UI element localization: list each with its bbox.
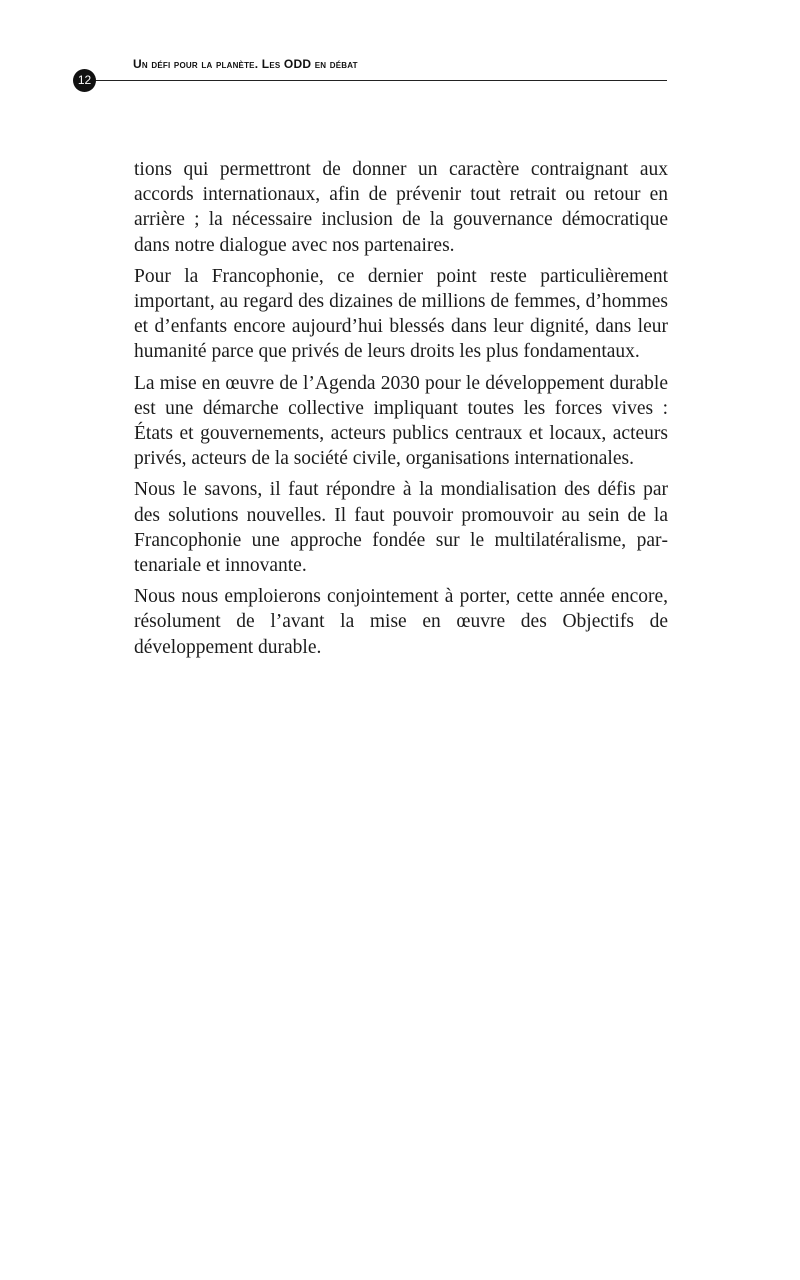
header-rule (86, 80, 667, 81)
page-number-badge: 12 (73, 69, 96, 92)
paragraph: La mise en œuvre de l’Agenda 2030 pour le développement durable est une démarche collective impliquant toutes les forces vives : États et gouvernements, acteurs publics centraux et locaux, acteurs privés, acteurs de la société civile, organisations internationales. (134, 372, 668, 470)
paragraph: Nous nous emploierons conjointement à porter, cette année encore, résolument de l’avant la mise en œuvre des Objectifs de développement durable. (134, 586, 668, 658)
body-text (134, 157, 668, 666)
paragraph: Pour la Francophonie, ce dernier point reste particulièrement important, au regard des dizaines de millions de femmes, d’hommes et d’enfants encore aujourd’hui blessés dans leur dignité, dans leur humanité parce que privés de leurs droits les plus fondamentaux. (134, 265, 668, 363)
running-head-title: Un défi pour la planète. Les ODD en débat (133, 57, 358, 71)
paragraph: Nous le savons, il faut répondre à la mondialisation des défis par des solutions nouvelles. Il faut pouvoir promouvoir au sein de la Francophonie une approche fondée sur le multilatéralisme, partenariale et innovante. (134, 479, 668, 577)
paragraph: tions qui permettront de donner un caractère contraignant aux accords internationaux, afin de prévenir tout retrait ou retour en arrière ; la nécessaire inclusion de la gouvernance démocratique dans notre dialogue avec nos partenaires. (134, 159, 668, 256)
